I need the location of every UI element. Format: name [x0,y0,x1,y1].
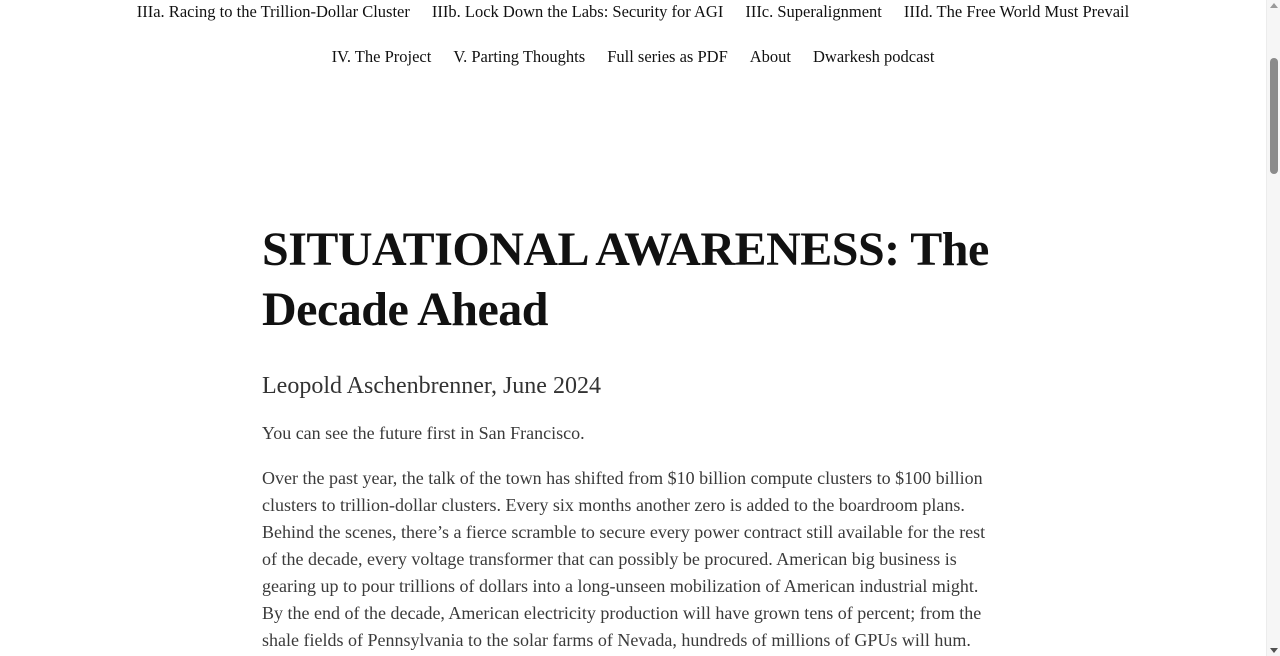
article [262,220,1002,654]
article-paragraph: Over the past year, the talk of the town has shifted from $10 billion compute clusters to $100 billion clusters to trillion-dollar clusters. Every six months another zero is added to the boardroom plans. Behind the scenes, there’s a fierce scramble to secure every power contract still available for the rest of the decade, every voltage transformer that can possibly be procured. American big business is gearing up to pour trillions of dollars into a long-unseen mobilization of American industrial might. By the end of the decade, American electricity production will have grown tens of percent; from the shale fields of Pennsylvania to the solar farms of Nevada, hundreds of millions of GPUs will hum. [262,468,986,650]
nav-link-podcast[interactable]: Dwarkesh podcast [813,47,935,66]
top-nav-row-1 [0,2,1266,22]
nav-link-about[interactable]: About [749,47,791,66]
nav-link-iiib[interactable]: IIIb. Lock Down the Labs: Security for AGI [431,2,724,21]
nav-link-v[interactable]: V. Parting Thoughts [453,47,586,66]
article-paragraph: You can see the future first in San Francisco. [262,423,585,443]
nav-link-pdf[interactable]: Full series as PDF [607,47,728,66]
nav-link-iiia[interactable]: IIIa. Racing to the Trillion-Dollar Cluster [136,2,410,21]
scroll-down-arrow-icon[interactable] [1270,648,1278,653]
nav-link-iv[interactable]: IV. The Project [331,47,432,66]
top-nav-row-2 [0,47,1266,67]
scroll-up-arrow-icon[interactable] [1270,3,1278,8]
nav-link-iiid[interactable]: IIId. The Free World Must Prevail [903,2,1130,21]
vertical-scrollbar[interactable] [1266,0,1280,656]
page-title: SITUATIONAL AWARENESS: The Decade Ahead [262,223,989,336]
nav-link-iiic[interactable]: IIIc. Superalignment [745,2,882,21]
scrollbar-thumb[interactable] [1270,58,1278,174]
article-byline: Leopold Aschenbrenner, June 2024 [262,373,601,399]
